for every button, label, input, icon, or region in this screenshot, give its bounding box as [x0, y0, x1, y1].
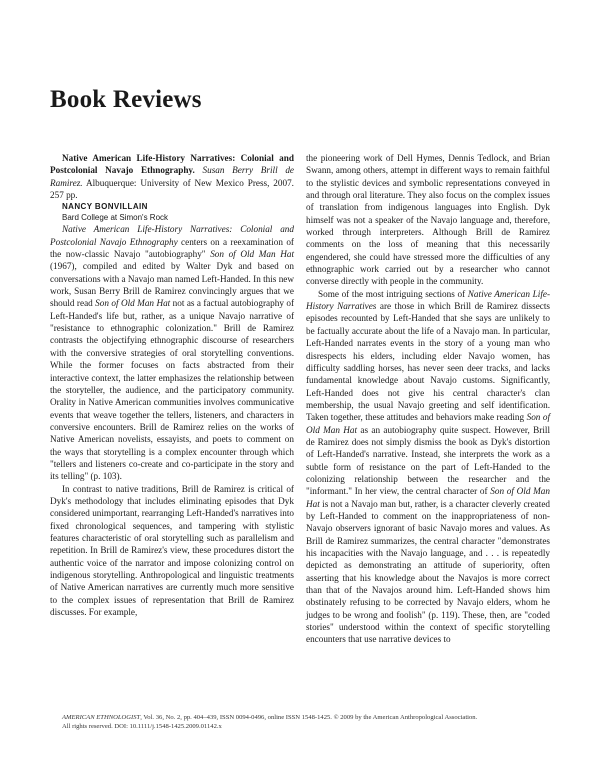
- reviewer-affiliation: Bard College at Simon's Rock: [62, 213, 169, 223]
- book-publisher: Albuquerque: University of New Mexico Press, 2007. 257 pp.: [50, 177, 294, 201]
- italic-title-son-of-old-man-hat: Son of Old Man Hat: [306, 486, 550, 509]
- paragraph: In contrast to native traditions, Brill de Ramirez is critical of Dyk's methodology that includes eliminating episodes that Dyk considered unimportant, rearranging Left-Handed's narratives into fixed chronological sequences, and tampering with stylistic features characteristic of oral storytelling such as parallelism and repetition. In Brill de Ramirez's view, these procedures distort the authentic voice of the narrator and impose colonizing control on indigenous storytelling. Anthropological and linguistic treatments of Native American narratives are currently much more sensitive to the complex issues of representation that Brill de Ramirez discusses. For example,: [50, 483, 294, 618]
- text-run: are those in which Brill de Ramirez dissects episodes recounted by Left-Handed that she says are unlikely to be factually accurate about the life of a Navajo man. In particular, Left-Handed narrates events in the story of a young man who disrespects his elders, including elder Navajo women, has difficulty saddling horses, has never seen deer tracks, and lacks fundamental knowledge about Navajo customs. Significantly, Left-Handed does not give his central character's clan membership, the usual Navajo greeting and self identification. Taken together, these attitudes and behaviors make reading: [306, 301, 550, 423]
- right-column: [306, 152, 550, 646]
- book-citation: [50, 152, 294, 201]
- text-run: not as a factual autobiography of Left-Handed's life but, rather, as a unique Navajo narrative of "resistance to ethnographic colonization." Brill de Ramirez contrasts the objectifying ethnographic discourse of researchers with the conversive strategies of oral storytelling conventions. While the former focuses on facts abstracted from their interactive context, the latter emphasizes the relationship between the storyteller, the audience, and the participatory community. Orality in Native American communities involves communicative events that weave together the tellers, listeners, and characters in conversive encounters. Brill de Ramirez relies on the works of Native American novelists, essayists, and poets to comment on the ways that storytelling is a complex encounter through which "tellers and listeners co-create and co-participate in the story and its telling" (p. 103).: [50, 298, 294, 482]
- paragraph: the pioneering work of Dell Hymes, Dennis Tedlock, and Brian Swann, among others, attempt in different ways to remain faithful to the stylistic devices and symbolic representations conveyed in and through oral literature. They also focus on the complex issues of translation from indigenous languages into English. Dyk himself was not a speaker of the Navajo language and, therefore, worked through interpreters. Although Brill de Ramirez comments on the loss of meaning that this necessarily engendered, she could have stressed more the difficulties of any ethnographic work carried out by a researcher who cannot converse directly with people in the community.: [306, 153, 550, 287]
- italic-book-title: Native American Life-History Narratives: Colonial and Postcolonial Navajo Ethnography: [50, 224, 294, 247]
- journal-name: AMERICAN ETHNOLOGIST: [62, 714, 141, 721]
- journal-citation: , Vol. 36, No. 2, pp. 404–439, ISSN 0094-0496, online ISSN 1548-1425. © 2009 by the American Anthropological Association.: [140, 714, 478, 721]
- text-run: Some of the most intriguing sections of: [318, 288, 468, 299]
- italic-title-son-of-old-man-hat: Son of Old Man Hat: [95, 298, 171, 309]
- journal-rights-doi: All rights reserved. DOI: 10.1111/j.1548-1425.2009.01142.x: [62, 722, 222, 730]
- left-column: [50, 152, 294, 618]
- text-run: (1967), compiled and edited by Walter Dyk and based on conversations with a Navajo man named Left-Handed. In this new work, Susan Berry Brill de Ramirez convincingly argues that we should read: [50, 261, 294, 309]
- journal-footer: [62, 714, 542, 731]
- paragraph: [50, 223, 294, 482]
- page-title: Book Reviews: [50, 86, 202, 113]
- italic-title-son-of-old-man-hat: Son of Old Man Hat: [210, 249, 294, 260]
- text-run: as an autobiography quite suspect. However, Brill de Ramirez does not simply dismiss the book as Dyk's distortion of Left-Handed's narrative. Instead, she interprets the work as a subtle form of resistance on the part of Left-Handed to the colonizing relationship between the researcher and the "informant." In her view, the central character of: [306, 424, 550, 497]
- paragraph: [306, 288, 550, 646]
- text-run: is not a Navajo man but, rather, is a character cleverly created by Left-Handed to comment on the inappropriateness of non-Navajo observers ignorant of basic Navajo mores and values. As Brill de Ramirez summarizes, the central character "demonstrates his incapacities with the Navajo language, and . . . is repeatedly depicted as demonstrating an attitude of superiority, often asserting that his knowledge about the Navajos is more correct than that of the Navajos around him. Left-Handed shows him obstinately refusing to be corrected by Navajo elders, whom he judges to be wrong and foolish" (p. 119). These, then, are "coded stories" understood within the context of specific storytelling encounters that use narrative devices to: [306, 498, 550, 645]
- reviewer-name: NANCY BONVILLAIN: [62, 202, 148, 212]
- italic-title-son-of-old-man-hat: Son of Old Man Hat: [306, 412, 550, 435]
- text-run: centers on a reexamination of the now-classic Navajo "autobiography": [50, 236, 294, 260]
- book-title: Native American Life-History Narratives: Colonial and Postcolonial Navajo Ethnography.: [50, 153, 294, 176]
- italic-book-title: Native American Life-History Narratives: [306, 288, 551, 312]
- book-author: Susan Berry Brill de Ramirez.: [50, 165, 295, 188]
